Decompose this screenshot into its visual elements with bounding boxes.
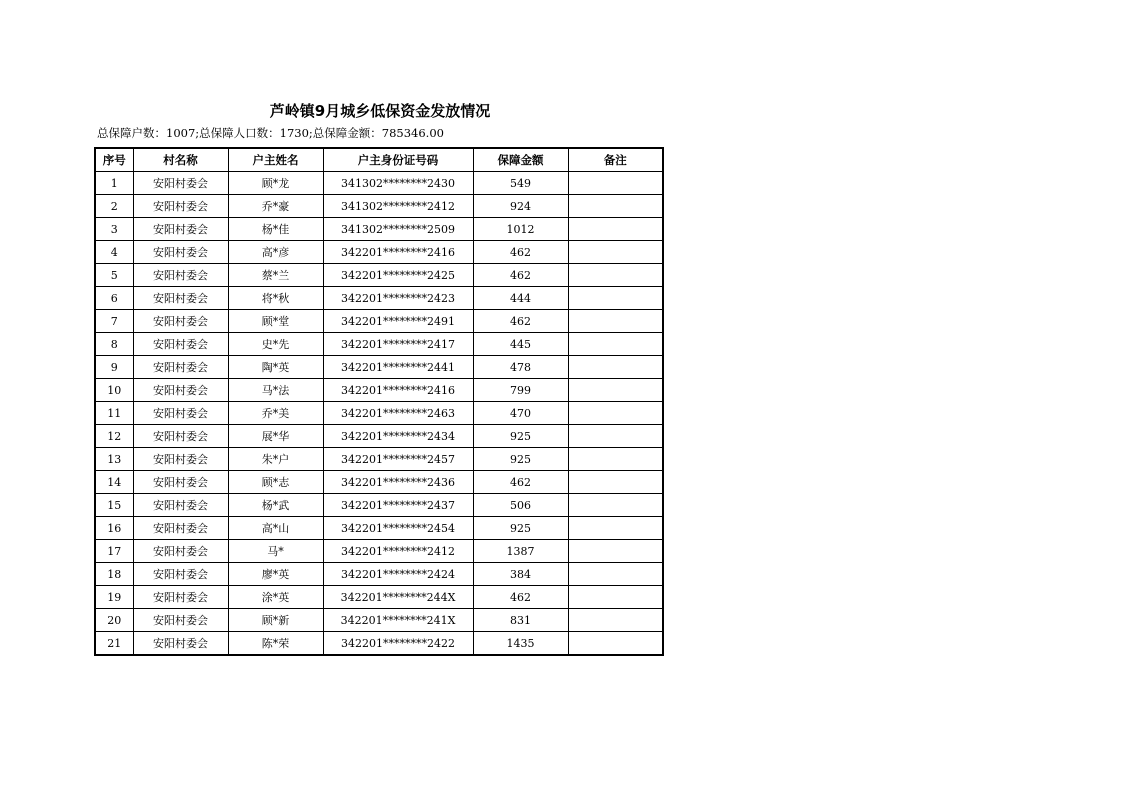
cell-id-number: 342201********2425 — [323, 264, 473, 287]
cell-amount: 925 — [473, 425, 568, 448]
cell-seq: 21 — [95, 632, 133, 656]
cell-id-number: 342201********2412 — [323, 540, 473, 563]
table-row — [95, 310, 663, 333]
cell-amount: 925 — [473, 448, 568, 471]
table-row — [95, 517, 663, 540]
cell-note — [568, 425, 663, 448]
cell-village: 安阳村委会 — [133, 517, 228, 540]
cell-amount: 1435 — [473, 632, 568, 656]
table-row — [95, 287, 663, 310]
cell-householder-name: 史*先 — [228, 333, 323, 356]
table-row — [95, 586, 663, 609]
cell-amount: 799 — [473, 379, 568, 402]
cell-householder-name: 顾*志 — [228, 471, 323, 494]
cell-householder-name: 杨*武 — [228, 494, 323, 517]
table-row — [95, 379, 663, 402]
table-row — [95, 471, 663, 494]
table-row — [95, 333, 663, 356]
cell-note — [568, 195, 663, 218]
cell-village: 安阳村委会 — [133, 287, 228, 310]
cell-householder-name: 廖*英 — [228, 563, 323, 586]
cell-id-number: 342201********2436 — [323, 471, 473, 494]
table-row — [95, 195, 663, 218]
table-row — [95, 563, 663, 586]
cell-seq: 16 — [95, 517, 133, 540]
header-amount: 保障金额 — [473, 148, 568, 172]
table-row — [95, 425, 663, 448]
cell-id-number: 342201********2463 — [323, 402, 473, 425]
cell-amount: 478 — [473, 356, 568, 379]
cell-village: 安阳村委会 — [133, 195, 228, 218]
table-row — [95, 402, 663, 425]
cell-note — [568, 609, 663, 632]
cell-amount: 462 — [473, 241, 568, 264]
cell-note — [568, 172, 663, 195]
cell-seq: 7 — [95, 310, 133, 333]
cell-amount: 444 — [473, 287, 568, 310]
cell-note — [568, 517, 663, 540]
cell-note — [568, 586, 663, 609]
cell-seq: 6 — [95, 287, 133, 310]
cell-note — [568, 356, 663, 379]
cell-amount: 925 — [473, 517, 568, 540]
header-id-number: 户主身份证号码 — [323, 148, 473, 172]
cell-village: 安阳村委会 — [133, 425, 228, 448]
cell-seq: 17 — [95, 540, 133, 563]
cell-seq: 12 — [95, 425, 133, 448]
page-title: 芦岭镇9月城乡低保资金发放情况 — [269, 102, 491, 120]
cell-village: 安阳村委会 — [133, 632, 228, 656]
table-body — [95, 172, 663, 656]
cell-village: 安阳村委会 — [133, 379, 228, 402]
cell-note — [568, 264, 663, 287]
cell-id-number: 342201********244X — [323, 586, 473, 609]
cell-id-number: 342201********2423 — [323, 287, 473, 310]
cell-seq: 18 — [95, 563, 133, 586]
table-row — [95, 218, 663, 241]
cell-note — [568, 379, 663, 402]
cell-id-number: 342201********2491 — [323, 310, 473, 333]
table-row — [95, 448, 663, 471]
cell-id-number: 341302********2430 — [323, 172, 473, 195]
summary-line: 总保障户数：1007;总保障人口数：1730;总保障金额：785346.00 — [97, 126, 444, 140]
cell-seq: 11 — [95, 402, 133, 425]
cell-amount: 924 — [473, 195, 568, 218]
cell-householder-name: 涂*英 — [228, 586, 323, 609]
cell-village: 安阳村委会 — [133, 494, 228, 517]
table-row — [95, 540, 663, 563]
cell-village: 安阳村委会 — [133, 471, 228, 494]
cell-village: 安阳村委会 — [133, 586, 228, 609]
cell-note — [568, 540, 663, 563]
cell-village: 安阳村委会 — [133, 609, 228, 632]
header-row — [95, 148, 663, 172]
cell-seq: 10 — [95, 379, 133, 402]
table-row — [95, 609, 663, 632]
cell-amount: 1387 — [473, 540, 568, 563]
table-row — [95, 241, 663, 264]
cell-amount: 462 — [473, 586, 568, 609]
cell-householder-name: 杨*佳 — [228, 218, 323, 241]
cell-note — [568, 310, 663, 333]
cell-id-number: 342201********2422 — [323, 632, 473, 656]
cell-seq: 9 — [95, 356, 133, 379]
cell-householder-name: 顾*堂 — [228, 310, 323, 333]
cell-note — [568, 218, 663, 241]
cell-amount: 549 — [473, 172, 568, 195]
cell-village: 安阳村委会 — [133, 218, 228, 241]
cell-id-number: 342201********2416 — [323, 241, 473, 264]
cell-village: 安阳村委会 — [133, 241, 228, 264]
header-village: 村名称 — [133, 148, 228, 172]
cell-note — [568, 402, 663, 425]
cell-householder-name: 乔*豪 — [228, 195, 323, 218]
table-row — [95, 172, 663, 195]
cell-seq: 2 — [95, 195, 133, 218]
cell-householder-name: 陶*英 — [228, 356, 323, 379]
cell-seq: 15 — [95, 494, 133, 517]
cell-note — [568, 494, 663, 517]
cell-seq: 20 — [95, 609, 133, 632]
cell-seq: 8 — [95, 333, 133, 356]
cell-id-number: 342201********2457 — [323, 448, 473, 471]
cell-village: 安阳村委会 — [133, 356, 228, 379]
cell-village: 安阳村委会 — [133, 402, 228, 425]
cell-householder-name: 蔡*兰 — [228, 264, 323, 287]
cell-amount: 831 — [473, 609, 568, 632]
cell-note — [568, 241, 663, 264]
cell-note — [568, 333, 663, 356]
allowance-table — [94, 147, 664, 656]
cell-seq: 4 — [95, 241, 133, 264]
header-note: 备注 — [568, 148, 663, 172]
cell-village: 安阳村委会 — [133, 448, 228, 471]
cell-householder-name: 高*山 — [228, 517, 323, 540]
cell-note — [568, 563, 663, 586]
cell-householder-name: 顾*龙 — [228, 172, 323, 195]
cell-amount: 384 — [473, 563, 568, 586]
cell-id-number: 342201********2434 — [323, 425, 473, 448]
cell-seq: 19 — [95, 586, 133, 609]
cell-householder-name: 马* — [228, 540, 323, 563]
cell-householder-name: 将*秋 — [228, 287, 323, 310]
cell-amount: 506 — [473, 494, 568, 517]
cell-village: 安阳村委会 — [133, 540, 228, 563]
cell-note — [568, 287, 663, 310]
cell-amount: 445 — [473, 333, 568, 356]
cell-amount: 470 — [473, 402, 568, 425]
cell-householder-name: 顾*新 — [228, 609, 323, 632]
cell-id-number: 342201********241X — [323, 609, 473, 632]
cell-seq: 1 — [95, 172, 133, 195]
cell-amount: 462 — [473, 310, 568, 333]
cell-amount: 462 — [473, 471, 568, 494]
cell-seq: 3 — [95, 218, 133, 241]
table-row — [95, 264, 663, 287]
cell-id-number: 341302********2412 — [323, 195, 473, 218]
table-row — [95, 356, 663, 379]
cell-id-number: 342201********2416 — [323, 379, 473, 402]
cell-id-number: 342201********2417 — [323, 333, 473, 356]
cell-note — [568, 632, 663, 656]
cell-householder-name: 马*法 — [228, 379, 323, 402]
cell-seq: 13 — [95, 448, 133, 471]
header-seq: 序号 — [95, 148, 133, 172]
table-row — [95, 632, 663, 656]
cell-note — [568, 471, 663, 494]
cell-village: 安阳村委会 — [133, 563, 228, 586]
cell-id-number: 342201********2441 — [323, 356, 473, 379]
cell-id-number: 342201********2437 — [323, 494, 473, 517]
cell-householder-name: 展*华 — [228, 425, 323, 448]
cell-village: 安阳村委会 — [133, 333, 228, 356]
cell-id-number: 342201********2454 — [323, 517, 473, 540]
cell-village: 安阳村委会 — [133, 310, 228, 333]
table-header — [95, 148, 663, 172]
table-row — [95, 494, 663, 517]
cell-amount: 1012 — [473, 218, 568, 241]
header-householder-name: 户主姓名 — [228, 148, 323, 172]
cell-seq: 14 — [95, 471, 133, 494]
cell-householder-name: 乔*美 — [228, 402, 323, 425]
cell-note — [568, 448, 663, 471]
cell-village: 安阳村委会 — [133, 172, 228, 195]
cell-seq: 5 — [95, 264, 133, 287]
cell-amount: 462 — [473, 264, 568, 287]
cell-village: 安阳村委会 — [133, 264, 228, 287]
cell-householder-name: 高*彦 — [228, 241, 323, 264]
cell-householder-name: 朱*户 — [228, 448, 323, 471]
cell-id-number: 342201********2424 — [323, 563, 473, 586]
cell-id-number: 341302********2509 — [323, 218, 473, 241]
cell-householder-name: 陈*荣 — [228, 632, 323, 656]
